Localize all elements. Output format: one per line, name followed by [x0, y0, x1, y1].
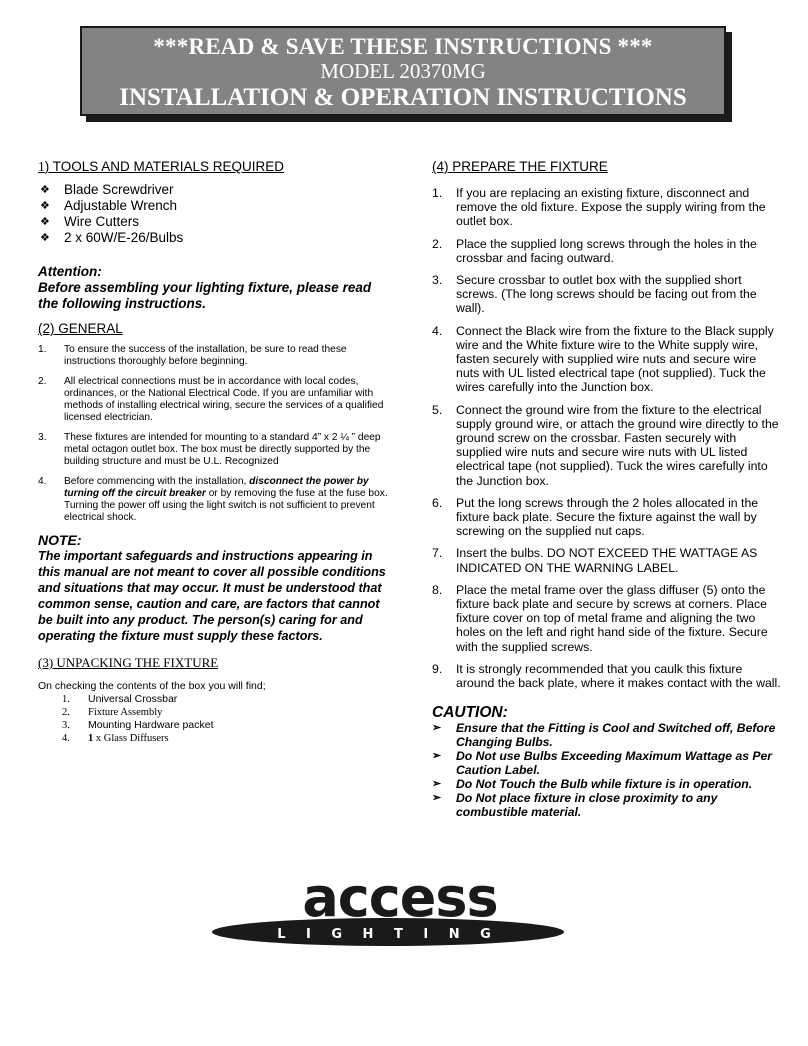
diamond-bullet-icon: ❖ — [40, 200, 50, 212]
list-item: ❖ Blade Screwdriver — [40, 182, 174, 197]
list-item: ❖ 2 x 60W/E-26/Bulbs — [40, 230, 184, 245]
attention-label: Attention: — [38, 264, 102, 279]
power-warning-emphasis: disconnect the power by turning off the circuit breaker — [64, 476, 369, 499]
list-item: 7. Insert the bulbs. DO NOT EXCEED THE WATTAGE AS INDICATED ON THE WARNING LABEL. — [432, 546, 758, 575]
list-item: 1. To ensure the success of the installation, be sure to read these instructions thoroughly before beginning. — [38, 344, 347, 367]
list-item: 5. Connect the ground wire from the fixture to the electrical supply ground wire, or attach the ground wire directly to the ground screw on the crossbar. Fasten securely with supplied wire nuts and secure wire nuts with UL listed electrical tape (not supplied). Tuck the wires carefully into the Junction box. — [432, 402, 779, 488]
attention-block — [38, 264, 388, 312]
general-section-title: (2) GENERAL — [38, 321, 123, 336]
list-item: 9. It is strongly recommended that you caulk this fixture around the back plate, where it makes contact with the wall. — [432, 661, 781, 691]
logo-graphic — [212, 872, 592, 952]
right-column — [432, 158, 782, 819]
general-list — [38, 344, 388, 524]
caution-list — [432, 721, 782, 819]
list-item: ➢ Do Not Touch the Bulb while fixture is in operation. — [432, 777, 753, 792]
list-item: 4. Before commencing with the installation, disconnect the power by turning off the circuit breaker or by removing the fuse at the fuse box. Turning the power off using the light switch is not sufficient to prevent electrical shock. — [38, 476, 388, 523]
list-item: ❖ Adjustable Wrench — [40, 198, 178, 213]
unpacking-section-title: (3) UNPACKING THE FIXTURE — [38, 655, 219, 670]
tools-section-number: 1 — [38, 159, 45, 174]
title-instructions: INSTALLATION & OPERATION INSTRUCTIONS — [119, 84, 687, 111]
note-text: The important safeguards and instructions appearing in this manual are not meant to cover all possible conditions and situations that may occur. It must be understood that common sense, caution and care, are factors that cannot be built into any product. The person(s) caring for and operating the fixture must supply these factors. — [38, 549, 386, 643]
logo-subword: L I G H T I N G — [277, 927, 499, 942]
list-item: 3. These fixtures are intended for mounting to a standard 4” x 2 ¼ ” deep metal octagon outlet box. The box must be directly supported by the building structure and must be U.L. Recognized — [38, 432, 381, 467]
unpacking-list — [38, 693, 388, 745]
list-item: ❖ Wire Cutters — [40, 214, 140, 229]
list-item: 2. All electrical connections must be in accordance with local codes, ordinances, or the National Electrical Code. If you are unfamiliar with methods of installing electrical wiring, secure the services of a qualified licensed electrician. — [38, 376, 384, 423]
title-banner — [80, 26, 726, 116]
title-model: MODEL 20370MG — [320, 59, 486, 83]
list-item: 4. 1 x Glass Diffusers — [62, 733, 169, 744]
list-item: 8. Place the metal frame over the glass diffuser (5) onto the fixture back plate and secure by screws at corners. Place fixture cover on top of metal frame and aligning the two holes on the left and right hand side of the fixture. Secure with the supplied screws. — [432, 582, 768, 654]
caution-label: CAUTION: — [432, 704, 508, 722]
list-item: 6. Put the long screws through the 2 holes allocated in the fixture back plate. Secure the fixture against the wall by screwing on the supplied nut caps. — [432, 495, 759, 539]
arrow-bullet-icon: ➢ — [432, 750, 442, 763]
tools-list — [38, 182, 388, 246]
note-label: NOTE: — [38, 532, 82, 548]
list-item: ➢ Ensure that the Fitting is Cool and Switched off, Before Changing Bulbs. — [432, 721, 776, 750]
list-item: 1. If you are replacing an existing fixture, disconnect and remove the old fixture. Expose the supply wiring from the outlet box. — [432, 186, 766, 229]
list-item: 2. Fixture Assembly — [62, 707, 163, 718]
attention-text: Before assembling your lighting fixture, please read the following instructions. — [38, 280, 372, 311]
list-item: 1. Universal Crossbar — [62, 693, 178, 705]
list-item: 3. Secure crossbar to outlet box with the supplied short screws. (The long screws should be facing out from the wall). — [432, 273, 757, 316]
list-item: ➢ Do Not use Bulbs Exceeding Maximum Wattage as Per Caution Label. — [432, 749, 773, 778]
diamond-bullet-icon: ❖ — [40, 184, 50, 196]
list-item: ➢ Do Not place fixture in close proximity to any combustible material. — [432, 791, 718, 820]
prepare-section-title: (4) PREPARE THE FIXTURE — [432, 159, 608, 174]
unpacking-intro: On checking the contents of the box you will find; — [38, 680, 266, 692]
left-column — [38, 158, 388, 745]
list-item: 2. Place the supplied long screws through the holes in the crossbar and facing outward. — [432, 236, 757, 265]
diamond-bullet-icon: ❖ — [40, 216, 50, 228]
access-lighting-logo — [212, 872, 592, 952]
tools-section-title — [38, 158, 388, 176]
list-item: 4. Connect the Black wire from the fixture to the Black supply wire and the White fixture wire to the White supply wire, fasten securely with supplied wire nuts and secure wire nuts with UL listed electrical tape (not supplied). Tuck the wires carefully into the Junction box. — [432, 323, 774, 395]
arrow-bullet-icon: ➢ — [432, 722, 442, 735]
arrow-bullet-icon: ➢ — [432, 778, 442, 791]
tools-section-label: ) TOOLS AND MATERIALS REQUIRED — [44, 159, 285, 174]
logo-word: access — [302, 872, 498, 929]
title-read-save: ***READ & SAVE THESE INSTRUCTIONS *** — [153, 34, 653, 59]
diamond-bullet-icon: ❖ — [40, 232, 50, 244]
list-item: 3. Mounting Hardware packet — [62, 719, 214, 731]
prepare-list — [432, 186, 782, 690]
arrow-bullet-icon: ➢ — [432, 792, 442, 805]
